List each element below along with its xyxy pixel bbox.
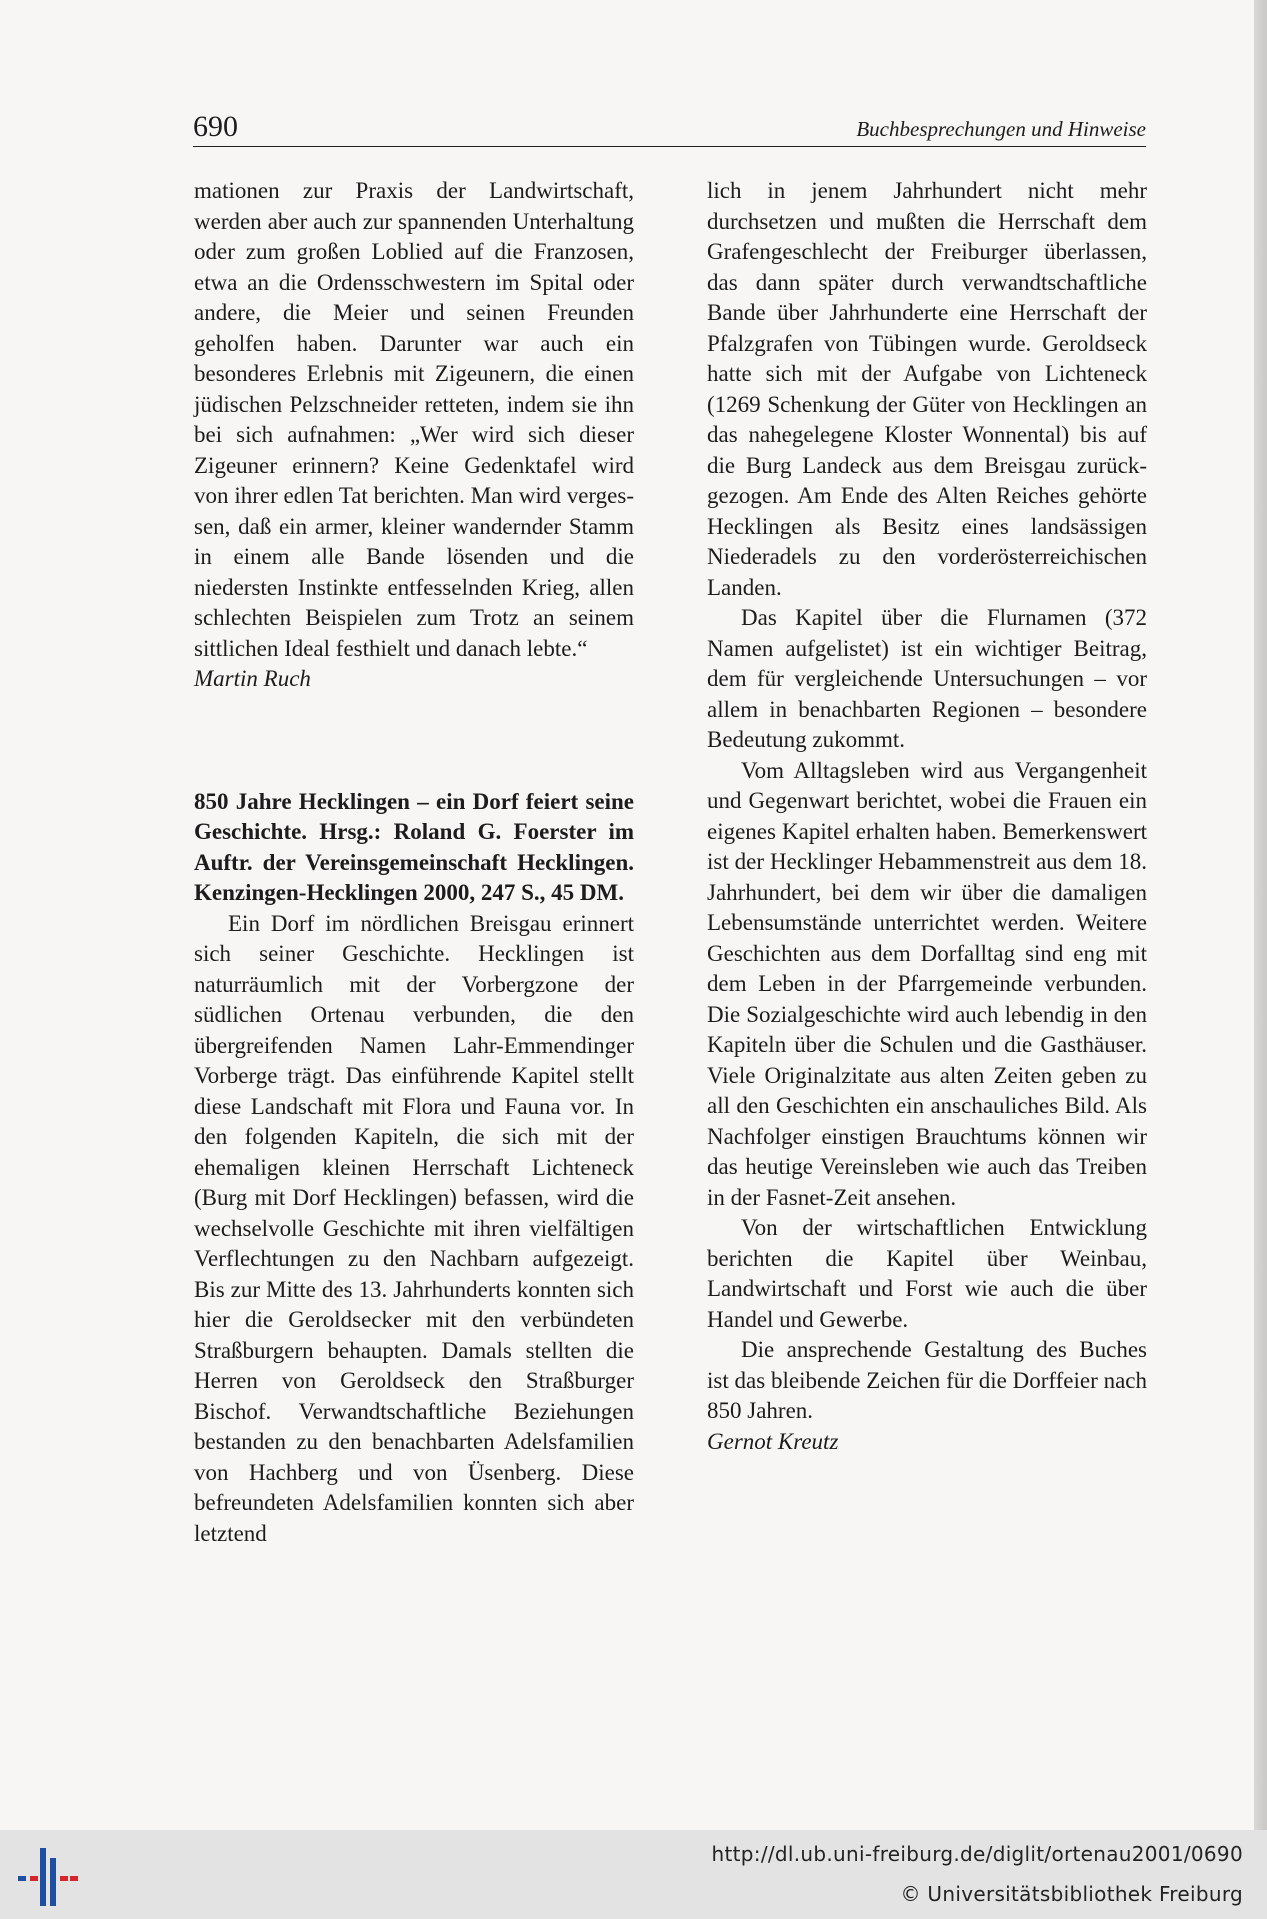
review2-signature: Gernot Kreutz bbox=[707, 1428, 839, 1454]
review2-paragraph-5: Die ansprechende Gestaltung des Buches ist das bleibende Zeichen für die Dorffeier nach 850 Jahren. bbox=[707, 1337, 1147, 1423]
review1-signature: Martin Ruch bbox=[194, 666, 311, 691]
review1-closing-paragraph: mationen zur Praxis der Landwirtschaft, werden aber auch zur spannenden Unterhaltung oder zum großen Loblied auf die Franzosen, etwa an die Ordensschwestern im Spital oder andere, die Meier und seinen Freunden geholfen haben. Darunter war auch ein besonderes Erlebnis mit Zigeunern, die einen jüdischen Pelzschneider retteten, indem sie ihn bei sich aufnahmen: „Wer wird sich dieser Zigeuner erinnern? Keine Gedenktafel wird von ihrer edlen Tat berichten. Man wird vergessen, daß ein armer, kleiner wandernder Stamm in einem alle Bande lösenden und die niedersten Instinkte entfesselnden Krieg, allen schlechten Beispielen zum Trotz an seinem sittlichen Ideal festhielt und danach lebte.“ bbox=[194, 178, 634, 661]
permalink-url[interactable]: http://dl.ub.uni-freiburg.de/diglit/ortenau2001/0690 bbox=[711, 1842, 1243, 1866]
review2-paragraph-1: Ein Dorf im nördlichen Breisgau erinnert sich seiner Geschichte. Hecklingen ist naturräumlich mit der Vorbergzone der südlichen Ortenau verbunden, die den übergreifenden Namen Lahr-Emmendinger Vorberge trägt. Das einführende Kapitel stellt diese Landschaft mit Flora und Fauna vor. In den folgenden Kapiteln, die sich mit der ehemaligen kleinen Herrschaft Lichteneck (Burg mit Dorf Hecklingen) befassen, wird die wechselvolle Geschichte mit ihren vielfältigen Verflechtungen zu den Nachbarn aufgezeigt. Bis zur Mitte des 13. Jahrhunderts konnten sich hier die Geroldsecker mit den verbündeten Straßburgern behaupten. Damals stellten die Herren von Geroldseck den Straßburger Bischof. Verwandtschaftliche Beziehungen bestanden zu den benachbarten Adelsfamilien von Hachberg und von Üsenberg. Diese befreundeten Adelsfamilien konnten sich aber letztend bbox=[194, 910, 634, 1546]
page-number: 690 bbox=[193, 110, 238, 143]
library-footer bbox=[0, 1830, 1267, 1919]
copyright-notice: © Universitätsbibliothek Freiburg bbox=[900, 1882, 1243, 1906]
review2-paragraph-1-continued: lich in jenem Jahrhundert nicht mehr durchsetzen und mußten die Herrschaft dem Grafengeschlecht der Freiburger überlassen, das dann später durch verwandtschaftliche Bande über Jahrhunderte eine Herrschaft der Pfalzgrafen von Tübingen wurde. Geroldseck hatte sich mit der Aufgabe von Lichteneck (1269 Schenkung der Güter von Hecklingen an das nahegelegene Kloster Wonnental) bis auf die Burg Landeck aus dem Breisgau zurückgezogen. Am Ende des Alten Reiches gehörte Hecklingen als Besitz eines landsässigen Niederadels zu den vorderösterreichischen Landen. bbox=[707, 178, 1147, 600]
left-column bbox=[194, 176, 634, 1549]
right-column bbox=[707, 176, 1147, 1457]
page-header bbox=[193, 110, 1146, 147]
page-edge-shadow bbox=[1254, 0, 1267, 1830]
review2-book-title: 850 Jahre Hecklingen – ein Dorf feiert seine Geschichte. Hrsg.: Roland G. Foerster im Auftr. der Vereinsgemeinschaft Hecklingen. Kenzingen-Hecklingen 2000, 247 S., 45 DM. bbox=[194, 788, 634, 905]
ub-freiburg-logo-icon bbox=[16, 1844, 80, 1908]
running-title: Buchbesprechungen und Hinweise bbox=[856, 117, 1146, 141]
section-gap bbox=[194, 695, 634, 787]
review2-paragraph-4: Von der wirtschaftlichen Entwicklung berichten die Kapitel über Weinbau, Landwirtschaft und Forst wie auch die über Handel und Gewerbe. bbox=[707, 1215, 1147, 1332]
review2-paragraph-2: Das Kapitel über die Flurnamen (372 Namen aufgelistet) ist ein wichtiger Beitrag, dem für vergleichende Untersuchungen – vor allem in benachbarten Regionen – besondere Bedeutung zukommt. bbox=[707, 605, 1147, 752]
review2-paragraph-3: Vom Alltagsleben wird aus Vergangenheit und Gegenwart berichtet, wobei die Frauen ein eigenes Kapitel erhalten haben. Bemerkenswert ist der Hecklinger Hebammenstreit aus dem 18. Jahrhundert, bei dem wir über die damaligen Lebensumstände unterrichtet werden. Weitere Geschichten aus dem Dorfalltag sind eng mit dem Leben in der Pfarrgemeinde verbunden. Die Sozialgeschichte wird auch lebendig in den Kapiteln über die Schulen und die Gasthäuser. Viele Originalzitate aus alten Zeiten geben zu all den Geschichten ein anschauliches Bild. Als Nachfolger einstigen Brauchtums können wir das heutige Vereinsleben wie auch das Treiben in der Fasnet-Zeit ansehen. bbox=[707, 757, 1147, 1210]
